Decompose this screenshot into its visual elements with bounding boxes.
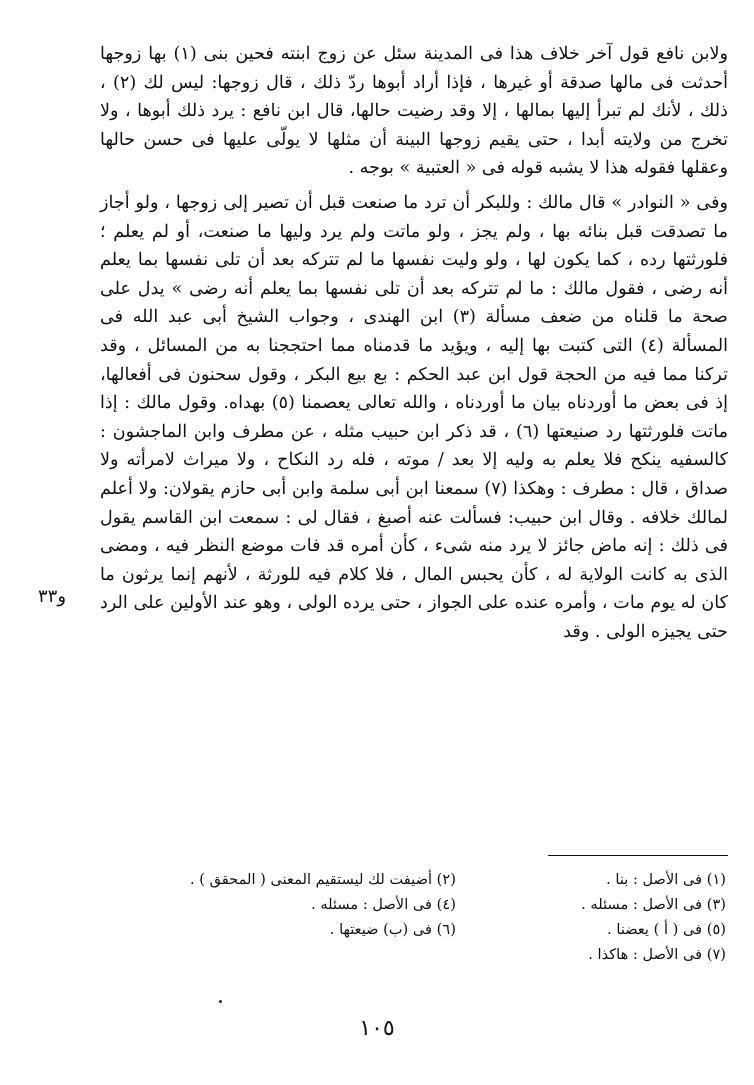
page-number: ١٠٥ <box>359 1016 395 1041</box>
margin-folio-note: و٣٣ <box>38 586 67 607</box>
paragraph-2: وفى « النوادر » قال مالك : وللبكر أن ترد ما صنعت قبل أن تصير إلى زوجها ، ولو أجاز ما تصدقت قبل بنائه بها ، ولم يجز ، ولو ماتت ولم يرد وليها ما صنعت، أو لم يعلم ؛ فلورثتها رده ، كما يكون لها ، ولو وليت نفسها ما لم تتركه بعد أن تلى نفسها بما يعلم أنه رضى ، فقول مالك : ما لم تتركه بعد أن تلى نفسها بما يعلم أنه رضى » يدل على صحة ما قلناه من ضعف مسألة (٣) ابن الهندى ، وجواب الشيخ أبى عبد الله فى المسألة (٤) التى كتبت بها إليه ، ويؤيد ما قدمناه مما احتججنا به من المسائل ، وقد تركنا مما فيه من الحجة قول ابن عبد الحكم : بع بيع البكر ، وقول سحنون فى أفعالها، إذ فى بعض ما أوردناه بيان ما أوردناه ، والله تعالى يعصمنا (٥) بهداه. وقول مالك : إذا ماتت فلورثتها رد صنيعتها (٦) ، قد ذكر ابن حبيب مثله ، عن مطرف وابن الماجشون : كالسفيه ينكح فلا يعلم به وليه إلا بعد / موته ، فله رد النكاح ، ولا ميراث لامرأته ولا صداق ، قال : مطرف : وهكذا (٧) سمعنا ابن أبى سلمة وابن أبى حازم يقولان: ولا أعلم لمالك خلافه . وقال ابن حبيب: فسألت عنه أصبغ ، فقال لى : سمعت ابن القاسم يقول فى ذلك : إنه ماض جائز لا يرد منه شىء ، كأن أمره قد فات موضع النظر فيه ، ومضى الذى به كانت الولاية له ، كأن يحبس المال ، فلا كلام فيه للورثة ، لأنهم إنما يرثون ما كان له يوم مات ، وأمره عنده على الجواز ، حتى يرده الولى ، وهو عند الأولين على الرد حتى يجيزه الولى . وقد <box>100 192 729 642</box>
footnote-6: (٦) فى (ب) ضيعتها . <box>329 921 456 938</box>
footnotes <box>190 867 726 967</box>
footnote-4: (٤) فى الأصل : مسئله . <box>311 896 456 913</box>
footnote-1: (١) فى الأصل : بنا . <box>606 871 726 888</box>
footnote-separator <box>548 855 728 856</box>
footnote-7: (٧) فى الأصل : هاكذا . <box>588 946 726 963</box>
footnote-3: (٣) فى الأصل : مسئله . <box>581 896 726 913</box>
paragraph-1: ولابن نافع قول آخر خلاف هذا فى المدينة سئل عن زوج ابنته فحين بنى (١) بها زوجها أحدثت فى مالها صدقة أو غيرها ، فإذا أراد أبوها ردّ ذلك ، قال زوجها: ليس لك (٢) ، ذلك ، لأنك لم تبرأ إليها بمالها ، إلا وقد رضيت حالها، قال ابن نافع : يرد ذلك أبوها ، ولا تخرج من ولايته أبدا ، حتى يقيم زوجها البينة أن مثلها لا يولّى عليها فى حسن حالها وعقلها فقوله هذا لا يشبه قوله فى « العتبية » بوجه . <box>100 44 729 179</box>
main-text <box>100 40 728 646</box>
paper-speck <box>219 1000 222 1003</box>
footnote-5: (٥) فى ( أ ) يعضنا . <box>607 921 726 938</box>
footnote-2: (٢) أضيفت لك ليستقيم المعنى ( المحقق ) . <box>190 871 456 888</box>
